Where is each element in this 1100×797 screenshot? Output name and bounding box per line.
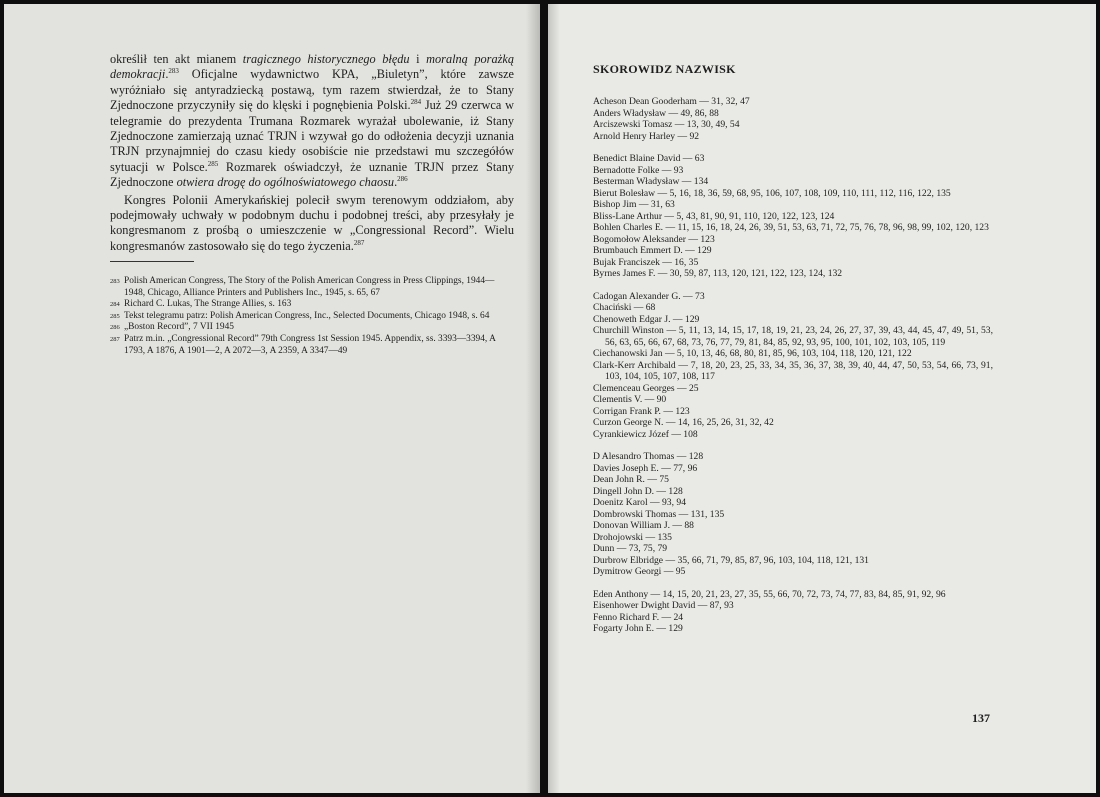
index-entry: Clementis V. — 90: [593, 394, 667, 405]
footnote: [110, 299, 514, 311]
index-letter-group: [593, 589, 993, 635]
index-entry: Dean John R. — 75: [593, 474, 669, 485]
index-entry: Anders Władysław — 49, 86, 88: [593, 107, 719, 119]
index-entry: Doenitz Karol — 93, 94: [593, 497, 686, 508]
footnote-text: „Boston Record”, 7 VII 1945: [124, 322, 234, 333]
index-entry: Donovan William J. — 88: [593, 520, 694, 531]
footnote-number: 285: [110, 312, 120, 320]
index-entry: Bierut Bolesław — 5, 16, 18, 36, 59, 68, 95, 106, 107, 108, 109, 110, 111, 112, 116, 122, 135: [593, 187, 951, 199]
index-entry: Durbrow Elbridge — 35, 66, 71, 79, 85, 87, 96, 103, 104, 118, 121, 131: [593, 554, 869, 566]
index-entry: Bohlen Charles E. — 11, 15, 16, 18, 24, 26, 39, 51, 53, 63, 71, 72, 75, 76, 78, 96, 98, 99, 102, 120, 123: [593, 222, 989, 233]
footnote-text: Tekst telegramu patrz: Polish American Congress, Inc., Selected Documents, Chicago 1948, s. 64: [124, 310, 490, 321]
gutter-shadow: [548, 4, 560, 793]
page-number: 137: [972, 711, 990, 725]
body-text: [110, 52, 514, 254]
index-entry: Acheson Dean Gooderham — 31, 32, 47: [593, 96, 750, 107]
gutter-shadow: [526, 4, 540, 793]
footnote: [110, 276, 514, 299]
index-entry: Corrigan Frank P. — 123: [593, 405, 690, 417]
index-entry: Bliss-Lane Arthur — 5, 43, 81, 90, 91, 110, 120, 122, 123, 124: [593, 210, 835, 222]
index-letter-group: [593, 451, 993, 578]
index-letter-group: [593, 96, 993, 142]
index-entry: Ciechanowski Jan — 5, 10, 13, 46, 68, 80, 81, 85, 96, 103, 104, 118, 120, 121, 122: [593, 348, 912, 359]
index-entry: Byrnes James F. — 30, 59, 87, 113, 120, 121, 122, 123, 124, 132: [593, 268, 843, 279]
footnote-number: 283: [110, 278, 120, 285]
index-letter-group: [593, 291, 993, 441]
footnote: [110, 333, 514, 357]
index-entry: Churchill Winston — 5, 11, 13, 14, 15, 17, 18, 19, 21, 23, 24, 26, 27, 37, 39, 43, 44, 45, 47, 49, 51, 53, 56, 63, 65, 66, 67, 68, 73, 76, 77, 79, 81, 84, 85, 92, 93, 95, 100, 101, 102, 103, 105, 119: [593, 325, 993, 348]
index-entry: Benedict Blaine David — 63: [593, 153, 705, 164]
footnote-text: Patrz m.in. „Congressional Record” 79th Congress 1st Session 1945. Appendix, ss. 3393—3394, A 1793, A 1876, A 1901—2, A 2072—3, A 2359, A 3347—49: [124, 333, 496, 356]
index-entry: Davies Joseph E. — 77, 96: [593, 462, 698, 474]
index-entry: Cadogan Alexander G. — 73: [593, 290, 705, 302]
index-entry: Dombrowski Thomas — 131, 135: [593, 508, 725, 520]
index-entry: Fenno Richard F. — 24: [593, 611, 684, 623]
footnote-number: 287: [110, 335, 120, 343]
index-letter-group: [593, 153, 993, 280]
index-entry: Clark-Kerr Archibald — 7, 18, 20, 23, 25, 33, 34, 35, 36, 37, 38, 39, 40, 44, 47, 50, 53, 54, 66, 73, 91, 103, 104, 105, 107, 108, 117: [593, 359, 993, 382]
index-entry: Drohojowski — 135: [593, 531, 672, 543]
index-entry: D Alesandro Thomas — 128: [593, 451, 704, 462]
index-entry: Brumbauch Emmert D. — 129: [593, 245, 712, 256]
index-entry: Fogarty John E. — 129: [593, 623, 683, 634]
footnote-number: 286: [110, 324, 120, 332]
index-entry: Dymitrow Georgi — 95: [593, 566, 686, 577]
paragraph: określił ten akt mianem tragicznego historycznego błędu i moralną porażką demokracji.$^{283}$ Oficjalne wydawnictwo KPA, „Biuletyn”, które zawsze wyróżniało się antyradziecką postawą, tym razem stwierdzał, że to Stany Zjednoczone przyczyniły się do klęski i pognębienia Polski.$^{284}$ Już 29 czerwca w telegramie do prezydenta Trumana Rozmarek wyrażał ubolewanie, iż Stany Zjednoczone zamierzają uznać TRJN i wzywał go do odłożenia decyzji uznania TRJN przynajmniej do czasu kiedy osobiście nie przedstawi mu szczegółów sytuacji w Polsce.$^{285}$ Rozmarek oświadczył, że uznanie TRJN przez Stany Zjednoczone otwiera drogę do ogólnoświatowego chaosu.$^{286}$: [110, 52, 514, 190]
index-entry: Chaciński — 68: [593, 302, 656, 313]
index-entry: Bujak Franciszek — 16, 35: [593, 256, 699, 268]
index-entry: Bishop Jim — 31, 63: [593, 199, 675, 210]
index-entry: Bogomołow Aleksander — 123: [593, 233, 715, 245]
name-index: [593, 96, 993, 646]
paragraph: Kongres Polonii Amerykańskiej polecił swym terenowym oddziałom, aby podejmowały uchwały w podobnym duchu i podobnej treści, aby przesyłały je kongresmanom z prośbą o umieszczenie w „Congressional Record”. Wielu kongresmanów zastosowało się do tego życzenia.$^{287}$: [110, 192, 514, 253]
index-entry: Chenoweth Edgar J. — 129: [593, 313, 700, 325]
footnotes: [110, 276, 514, 357]
footnote-number: 284: [110, 301, 120, 309]
footnote: [110, 310, 514, 323]
index-title: SKOROWIDZ NAZWISK: [593, 62, 736, 76]
index-entry: Besterman Władysław — 134: [593, 176, 709, 187]
index-entry: Eisenhower Dwight David — 87, 93: [593, 600, 734, 611]
index-entry: Cyrankiewicz Józef — 108: [593, 428, 698, 440]
footnote-text: Polish American Congress, The Story of the Polish American Congress in Press Clippings, 1944—1948, Chicago, Alliance Printers and Publishers Inc., 1945, s. 65, 67: [124, 276, 495, 298]
footnote-rule: [110, 261, 194, 262]
index-entry: Arnold Henry Harley — 92: [593, 130, 700, 142]
index-entry: Clemenceau Georges — 25: [593, 382, 699, 394]
index-entry: Arciszewski Tomasz — 13, 30, 49, 54: [593, 119, 740, 130]
index-entry: Bernadotte Folke — 93: [593, 164, 684, 176]
footnote-text: Richard C. Lukas, The Strange Allies, s. 163: [124, 299, 292, 310]
index-entry: Dunn — 73, 75, 79: [593, 543, 668, 554]
index-entry: Curzon George N. — 14, 16, 25, 26, 31, 32, 42: [593, 417, 774, 428]
index-entry: Eden Anthony — 14, 15, 20, 21, 23, 27, 35, 55, 66, 70, 72, 73, 74, 77, 83, 84, 85, 91, 92, 96: [593, 588, 946, 600]
index-entry: Dingell John D. — 128: [593, 485, 683, 497]
footnote: [110, 322, 514, 334]
